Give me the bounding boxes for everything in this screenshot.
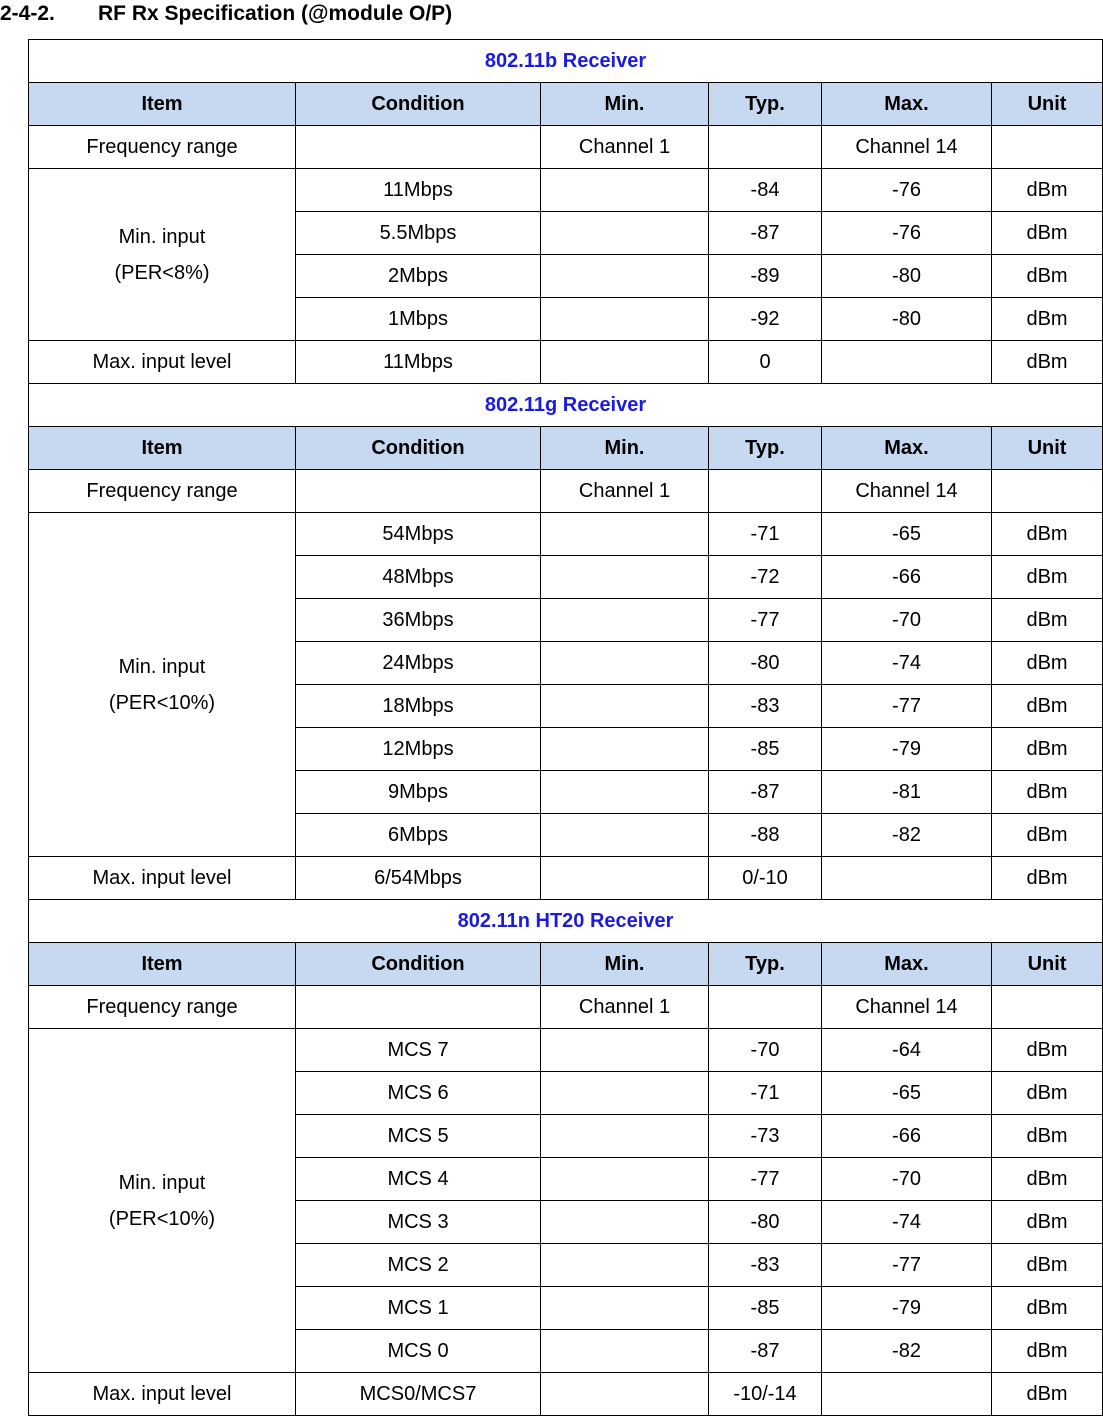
typ-cell: -87 <box>709 212 822 255</box>
column-header: Typ. <box>709 427 822 470</box>
condition-cell: MCS 2 <box>296 1244 541 1287</box>
typ-cell: -71 <box>709 1072 822 1115</box>
max-cell: Channel 14 <box>822 470 992 513</box>
unit-cell: dBm <box>992 341 1103 384</box>
column-header: Min. <box>541 427 709 470</box>
min-cell <box>541 599 709 642</box>
rf-rx-spec-table <box>28 39 1103 1416</box>
min-cell <box>541 685 709 728</box>
column-header: Max. <box>822 83 992 126</box>
typ-cell <box>709 986 822 1029</box>
max-cell: -81 <box>822 771 992 814</box>
min-cell <box>541 255 709 298</box>
max-cell: -65 <box>822 513 992 556</box>
condition-cell: 2Mbps <box>296 255 541 298</box>
max-cell: -77 <box>822 1244 992 1287</box>
min-cell <box>541 1244 709 1287</box>
condition-cell <box>296 126 541 169</box>
section-heading <box>0 0 452 34</box>
min-cell <box>541 728 709 771</box>
min-cell <box>541 1330 709 1373</box>
column-header-row <box>29 427 1103 470</box>
typ-cell: -83 <box>709 1244 822 1287</box>
min-cell <box>541 814 709 857</box>
unit-cell: dBm <box>992 1115 1103 1158</box>
column-header: Typ. <box>709 83 822 126</box>
min-input-item-cell <box>29 169 296 341</box>
unit-cell: dBm <box>992 814 1103 857</box>
column-header: Min. <box>541 943 709 986</box>
frequency-range-row <box>29 986 1103 1029</box>
min-input-condition: (PER<10%) <box>108 691 216 714</box>
column-header: Condition <box>296 427 541 470</box>
typ-cell: -77 <box>709 599 822 642</box>
condition-cell: MCS 6 <box>296 1072 541 1115</box>
frequency-range-row <box>29 470 1103 513</box>
column-header: Typ. <box>709 943 822 986</box>
condition-cell: MCS 7 <box>296 1029 541 1072</box>
min-input-item-cell <box>29 513 296 857</box>
condition-cell: MCS 0 <box>296 1330 541 1373</box>
max-cell <box>822 341 992 384</box>
frequency-range-row <box>29 126 1103 169</box>
unit-cell <box>992 126 1103 169</box>
max-cell: -74 <box>822 1201 992 1244</box>
typ-cell: -70 <box>709 1029 822 1072</box>
unit-cell: dBm <box>992 1158 1103 1201</box>
condition-cell: MCS 3 <box>296 1201 541 1244</box>
max-cell: -66 <box>822 1115 992 1158</box>
min-cell <box>541 556 709 599</box>
section-title-row <box>29 40 1103 83</box>
unit-cell: dBm <box>992 728 1103 771</box>
min-cell <box>541 1115 709 1158</box>
min-input-row <box>29 169 1103 212</box>
condition-cell: 48Mbps <box>296 556 541 599</box>
typ-cell: -80 <box>709 1201 822 1244</box>
unit-cell: dBm <box>992 513 1103 556</box>
unit-cell: dBm <box>992 1373 1103 1416</box>
typ-cell: 0/-10 <box>709 857 822 900</box>
max-cell: -77 <box>822 685 992 728</box>
min-cell <box>541 298 709 341</box>
unit-cell: dBm <box>992 298 1103 341</box>
item-cell: Frequency range <box>29 470 296 513</box>
item-cell: Frequency range <box>29 986 296 1029</box>
unit-cell: dBm <box>992 1072 1103 1115</box>
column-header: Unit <box>992 943 1103 986</box>
typ-cell: -80 <box>709 642 822 685</box>
typ-cell: -73 <box>709 1115 822 1158</box>
unit-cell: dBm <box>992 556 1103 599</box>
column-header: Condition <box>296 83 541 126</box>
max-cell: -64 <box>822 1029 992 1072</box>
max-cell: -70 <box>822 1158 992 1201</box>
min-input-label: Min. input <box>118 225 206 248</box>
typ-cell: -88 <box>709 814 822 857</box>
min-cell <box>541 1373 709 1416</box>
max-cell <box>822 857 992 900</box>
min-input-condition: (PER<8%) <box>114 261 210 284</box>
min-cell <box>541 857 709 900</box>
min-cell <box>541 513 709 556</box>
column-header: Max. <box>822 427 992 470</box>
typ-cell: -89 <box>709 255 822 298</box>
max-cell: -79 <box>822 1287 992 1330</box>
condition-cell: 5.5Mbps <box>296 212 541 255</box>
min-cell <box>541 212 709 255</box>
condition-cell: 18Mbps <box>296 685 541 728</box>
unit-cell: dBm <box>992 642 1103 685</box>
unit-cell: dBm <box>992 212 1103 255</box>
max-cell: -79 <box>822 728 992 771</box>
item-cell: Frequency range <box>29 126 296 169</box>
column-header-row <box>29 83 1103 126</box>
typ-cell: -71 <box>709 513 822 556</box>
min-cell <box>541 1072 709 1115</box>
item-cell: Max. input level <box>29 1373 296 1416</box>
condition-cell: 54Mbps <box>296 513 541 556</box>
item-cell: Max. input level <box>29 857 296 900</box>
min-cell <box>541 642 709 685</box>
typ-cell: -87 <box>709 1330 822 1373</box>
condition-cell: MCS0/MCS7 <box>296 1373 541 1416</box>
max-cell: -82 <box>822 1330 992 1373</box>
unit-cell: dBm <box>992 857 1103 900</box>
condition-cell: 12Mbps <box>296 728 541 771</box>
item-cell: Max. input level <box>29 341 296 384</box>
min-cell: Channel 1 <box>541 470 709 513</box>
max-input-level-row <box>29 341 1103 384</box>
unit-cell: dBm <box>992 599 1103 642</box>
column-header: Min. <box>541 83 709 126</box>
column-header-row <box>29 943 1103 986</box>
typ-cell: -72 <box>709 556 822 599</box>
typ-cell: -87 <box>709 771 822 814</box>
condition-cell: MCS 5 <box>296 1115 541 1158</box>
min-cell <box>541 1158 709 1201</box>
unit-cell <box>992 470 1103 513</box>
typ-cell: -77 <box>709 1158 822 1201</box>
max-cell: -70 <box>822 599 992 642</box>
condition-cell: 24Mbps <box>296 642 541 685</box>
max-cell: -76 <box>822 169 992 212</box>
max-input-level-row <box>29 857 1103 900</box>
section-title-row <box>29 384 1103 427</box>
min-cell <box>541 1201 709 1244</box>
max-cell: Channel 14 <box>822 986 992 1029</box>
condition-cell: 1Mbps <box>296 298 541 341</box>
unit-cell: dBm <box>992 685 1103 728</box>
condition-cell: 36Mbps <box>296 599 541 642</box>
typ-cell: -85 <box>709 1287 822 1330</box>
typ-cell <box>709 126 822 169</box>
unit-cell: dBm <box>992 1201 1103 1244</box>
condition-cell: 11Mbps <box>296 169 541 212</box>
condition-cell <box>296 470 541 513</box>
unit-cell: dBm <box>992 1029 1103 1072</box>
typ-cell: -84 <box>709 169 822 212</box>
max-cell: -65 <box>822 1072 992 1115</box>
heading-number: 2-4-2. <box>0 2 55 25</box>
condition-cell: 6Mbps <box>296 814 541 857</box>
typ-cell: -85 <box>709 728 822 771</box>
max-cell: -82 <box>822 814 992 857</box>
typ-cell: -92 <box>709 298 822 341</box>
max-cell: -66 <box>822 556 992 599</box>
condition-cell <box>296 986 541 1029</box>
unit-cell: dBm <box>992 1244 1103 1287</box>
min-input-row <box>29 1029 1103 1072</box>
typ-cell: 0 <box>709 341 822 384</box>
heading-title: RF Rx Specification (@module O/P) <box>98 2 453 25</box>
unit-cell: dBm <box>992 1287 1103 1330</box>
condition-cell: 9Mbps <box>296 771 541 814</box>
min-input-item-cell <box>29 1029 296 1373</box>
condition-cell: 11Mbps <box>296 341 541 384</box>
min-cell: Channel 1 <box>541 126 709 169</box>
min-cell <box>541 1029 709 1072</box>
min-input-label: Min. input <box>118 1171 206 1194</box>
unit-cell: dBm <box>992 255 1103 298</box>
min-cell <box>541 341 709 384</box>
unit-cell: dBm <box>992 771 1103 814</box>
unit-cell: dBm <box>992 169 1103 212</box>
section-title: 802.11g Receiver <box>29 384 1103 427</box>
min-cell <box>541 169 709 212</box>
min-input-condition: (PER<10%) <box>108 1207 216 1230</box>
column-header: Item <box>29 83 296 126</box>
section-title: 802.11b Receiver <box>29 40 1103 83</box>
min-cell <box>541 1287 709 1330</box>
max-cell: -76 <box>822 212 992 255</box>
condition-cell: 6/54Mbps <box>296 857 541 900</box>
max-cell: -80 <box>822 255 992 298</box>
column-header: Condition <box>296 943 541 986</box>
unit-cell: dBm <box>992 1330 1103 1373</box>
section-title: 802.11n HT20 Receiver <box>29 900 1103 943</box>
unit-cell <box>992 986 1103 1029</box>
section-title-row <box>29 900 1103 943</box>
min-input-label: Min. input <box>118 655 206 678</box>
column-header: Item <box>29 427 296 470</box>
condition-cell: MCS 4 <box>296 1158 541 1201</box>
column-header: Unit <box>992 83 1103 126</box>
max-input-level-row <box>29 1373 1103 1416</box>
column-header: Unit <box>992 427 1103 470</box>
column-header: Item <box>29 943 296 986</box>
column-header: Max. <box>822 943 992 986</box>
condition-cell: MCS 1 <box>296 1287 541 1330</box>
typ-cell: -83 <box>709 685 822 728</box>
min-input-row <box>29 513 1103 556</box>
max-cell <box>822 1373 992 1416</box>
max-cell: -74 <box>822 642 992 685</box>
typ-cell <box>709 470 822 513</box>
min-cell <box>541 771 709 814</box>
max-cell: Channel 14 <box>822 126 992 169</box>
max-cell: -80 <box>822 298 992 341</box>
typ-cell: -10/-14 <box>709 1373 822 1416</box>
min-cell: Channel 1 <box>541 986 709 1029</box>
